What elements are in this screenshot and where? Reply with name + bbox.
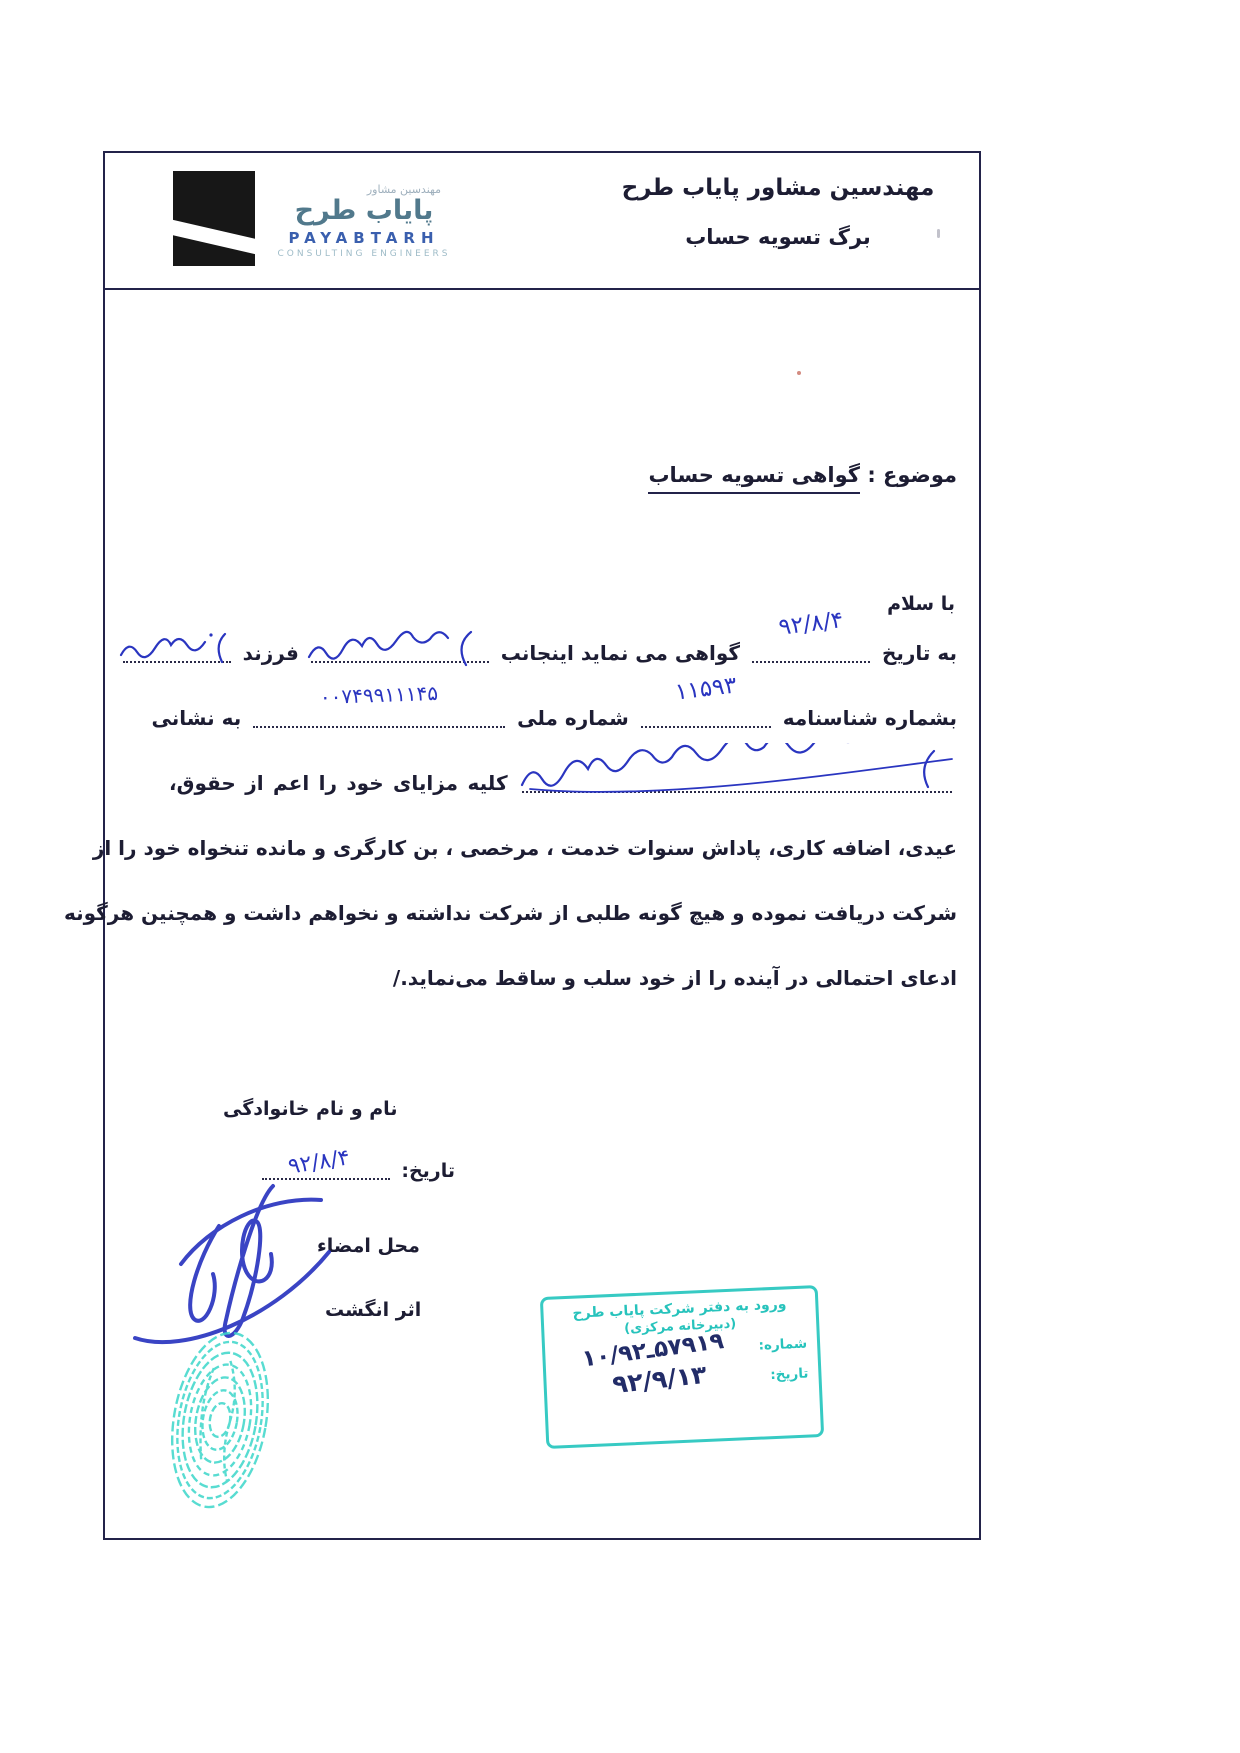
stamp-date-label: تاریخ: — [769, 1365, 809, 1383]
salutation: با سلام — [887, 593, 955, 615]
body-text-id-number: بشماره شناسنامه — [782, 706, 957, 730]
body-line-2 — [151, 672, 957, 751]
logo-latin-name: PAYABTARH — [288, 228, 440, 247]
office-entry-stamp — [540, 1285, 824, 1449]
body-paragraph — [63, 607, 957, 1011]
handwritten-national-id: ۰۰۷۴۹۹۱۱۱۴۵ — [319, 680, 439, 710]
stamp-title: ورود به دفتر شرکت پایاب طرح — [572, 1296, 787, 1322]
header-divider — [105, 288, 979, 290]
body-text-address-intro: به نشانی — [151, 706, 242, 730]
handwritten-id-number: ۱۱۵۹۳ — [673, 672, 738, 706]
signature-date-label: تاریخ: — [401, 1159, 455, 1182]
logo-latin-subtitle: CONSULTING ENGINEERS — [277, 248, 451, 259]
stamp-subtitle: (دبیرخانه مرکزی) — [623, 1316, 737, 1337]
body-line-6: ادعای احتمالی در آینده را از خود سلب و ساقط می‌نماید./ — [392, 966, 957, 990]
fullname-label: نام و نام خانوادگی — [223, 1098, 398, 1120]
form-title: برگ تسویه حساب — [685, 225, 871, 249]
body-line-3 — [169, 751, 957, 816]
body-line-1 — [169, 607, 957, 686]
header-titles — [613, 175, 943, 249]
body-text-to-date: به تاریخ — [881, 641, 957, 665]
stamp-handwritten-date: ۹۲/۹/۱۳ — [610, 1359, 709, 1400]
subject-line — [648, 463, 957, 487]
handwritten-address-scribble — [512, 743, 964, 801]
handwritten-date: ۹۲/۸/۴ — [777, 607, 845, 641]
id-number-blank — [641, 672, 771, 728]
fingerprint-mark — [165, 1325, 275, 1515]
body-text-national-id: شماره ملی — [517, 706, 629, 730]
stamp-handwritten-number: ۱۰/۹۲‎ـ‎۵۷۹۱۹ — [580, 1328, 726, 1373]
handwritten-signature-date: ۹۲/۸/۴ — [286, 1145, 352, 1180]
payabtarh-logo — [173, 171, 459, 266]
stamp-number-label: شماره: — [758, 1335, 808, 1354]
date-blank — [752, 607, 870, 663]
logo-diagonal-stripe — [173, 218, 255, 258]
body-text-child-of: فرزند — [242, 641, 299, 665]
subject-label: موضوع : — [867, 463, 957, 487]
body-line-4: عیدی، اضافه کاری، پاداش سنوات خدمت ، مرخصی ، بن کارگری و مانده تنخواه خود را از — [92, 836, 957, 860]
logo-text-block — [269, 171, 459, 259]
company-title: مهندسین مشاور پایاب طرح — [621, 175, 935, 201]
document-border-frame — [63, 151, 981, 1540]
subject-value: گواهی تسویه حساب — [648, 463, 860, 494]
body-text-certifies: گواهی می نماید اینجانب — [500, 641, 740, 665]
name-blank — [311, 640, 489, 663]
signature-place-label: محل امضاء — [317, 1235, 420, 1257]
address-blank — [522, 770, 952, 793]
scan-speck — [937, 229, 940, 238]
logo-persian-name: پایاب طرح — [294, 195, 434, 226]
father-name-blank — [123, 640, 231, 663]
payabtarh-logo-icon — [173, 171, 255, 266]
body-line-5: شرکت دریافت نموده و هیچ گونه طلبی از شرکت نداشته و نخواهم داشت و همچنین هرگونه — [63, 901, 957, 925]
body-text-benefits: کلیه مزایای خود را اعم از حقوق، — [169, 771, 508, 795]
scan-speck — [797, 371, 801, 375]
logo-persian-tagline: مهندسین مشاور — [366, 183, 441, 196]
fingerprint-label: اثر انگشت — [325, 1299, 422, 1321]
handwritten-father-name-scribble — [113, 627, 241, 671]
national-id-blank — [253, 680, 505, 728]
